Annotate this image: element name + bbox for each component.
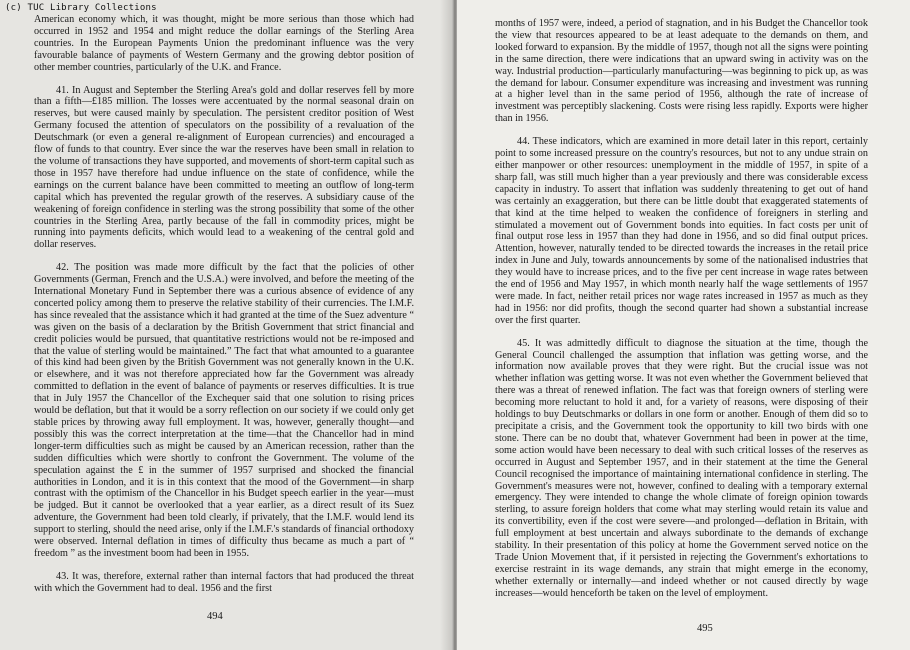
page-number-left: 494	[207, 611, 223, 622]
paragraph-40-continuation: American economy which, it was thought, might be more serious than those which had occurred in 1952 and 1954 and might reduce the dollar earnings of the Sterling Area countries. In the European Payments Union the predominant influence was the very favourable balance of payments of Western Germany and the growing debtor position of other member countries, particularly of the U.K. and France.	[34, 14, 414, 73]
collection-watermark: (c) TUC Library Collections	[5, 3, 157, 13]
paragraph-42: 42. The position was made more difficult by the fact that the policies of other Governments (German, French and the U.S.A.) were involved, and before the meeting of the International Monetary Fund in September there was a curious absence of evidence of any concerted policy among them to preserve the relative stability of their currencies. The I.M.F. has since revealed that the assistance which it had granted at the time of the Suez adventure “ was given on the basis of a declaration by the British Government that strict financial and credit policies would be pursued, that quantitative restrictions would not be re-imposed and that the value of sterling would be maintained.” The fact that what amounted to a guarantee of this kind had been given by the British Government was not generally known in the U.K. or elsewhere, and it was not therefore appreciated how far the Government was already committed to deflation in the event of balance of payments or reserves difficulties. It is true that in July 1957 the Chancellor of the Exchequer said that one solution to rising prices would be deflation, but that it would be a sorry reflection on our society if we could only get stable prices by throwing away full employment. It was, however, generally thought—and possibly this was the correct interpretation at the time—that the Chancellor had in mind longer-term difficulties such as might be caused by an American recession, rather than the sudden difficulties which were shortly to confront the Government. The volume of the speculation against the £ in the summer of 1957 surprised and shocked the financial authorities in London, and it is in this context that the mood of the Government—in sharp contrast with the optimism of the Chancellor in his Budget speech earlier in the year—must be judged. But it cannot be overlooked that a year earlier, as a direct result of its Suez adventure, the Government had been told clearly, if privately, that the I.M.F. would lend its support to sterling, should the need arise, only if the I.M.F.'s standards of financial orthodoxy were observed. Internal deflation in times of difficulty thus became as much a part of “ freedom ” as the investment boom had been in 1955.	[34, 262, 414, 559]
paragraph-44: 44. These indicators, which are examined in more detail later in this report, certainly point to some increased pressure on the country's resources, but not to any undue strain on either manpower or other resources: unemployment in the middle of 1957, in spite of a sharp fall, was still much higher than a year previously and there was considerable excess capacity in industry. To assert that inflation was suddenly threatening to get out of hand was certainly an exaggeration, but there can be little doubt that exaggerated statements of that kind at the time helped to weaken the confidence of foreigners in sterling and stimulated a movement out of Government bonds into equities. In fact costs per unit of final output rose less in 1957 than they had done in 1956, and so did final output prices. Attention, however, naturally tended to be directed towards the increases in the retail price index in June and July, towards announcements by some of the nationalised industries that they would have to increase prices, and to the five per cent increase in wage rates between the end of 1956 and May 1957, in which month nearly half the wage settlements of 1957 were made. In fact, neither retail prices nor wage rates increased in 1957 as much as they had in 1956: nor did profits, though the second quarter had shown a substantial increase over the first quarter.	[495, 136, 868, 326]
paragraph-45: 45. It was admittedly difficult to diagnose the situation at the time, though the General Council challenged the assumption that inflation was getting worse, and the information now available proves that they were right. But the crucial issue was not whether inflation was getting worse. It was not even whether the Government believed that there was a threat of renewed inflation. The fact was that foreign owners of sterling were becoming more reluctant to hold it and, for a variety of reasons, were disposing of their holdings to buy Deutschmarks or dollars in one form or another. Enough of them did so to precipitate a crisis, and the Government took the opportunity to kill two birds with one stone. There can be no doubt that, whatever Government had been in power at the time, some action would have been necessary to deal with such critical losses of the reserves as occurred in August and September 1957, and in their statement at the time the General Council recognised the importance of maintaining international confidence in sterling. The Government's measures were not, however, confined to dealing with a temporary external emergency. They were intended to change the whole climate of foreign opinion towards sterling, to assure foreign holders that come what may sterling would retain its value and its convertibility, even if the cost were severe—and prolonged—deflation in Britain, with full employment at best uncertain and always subordinate to the demands of exchange stability. In their presentation of this policy at home the Government served notice on the Trade Union Movement that, if it persisted in rejecting the Government's exhortations to exercise restraint in its wage demands, any strain that might emerge in the economy, whether externally or internally—and indeed whether or not caused directly by wage increases—would henceforth be taken on the level of employment.	[495, 337, 868, 599]
paragraph-41: 41. In August and September the Sterling Area's gold and dollar reserves fell by more than a fifth—£185 million. The losses were accentuated by the normal seasonal drain on reserves, but were caused mainly by speculation. The persistent creditor position of West Germany focused the attention of speculators on the possibility of a revaluation of the Deutschmark (or even a general re-alignment of European currencies) and encouraged a flow of funds to that country. Ever since the war the reserves have been small in relation to the volume of transactions they have supported, and movements of short-term capital such as those in 1957 have therefore had undue influence on the state of confidence, while the earnings on the current balance have been committed to meeting an outflow of long-term capital which has prevented the regular growth of the reserves. A subsidiary cause of the weakening of foreign confidence in sterling was the strong possibility that some of the other countries in the Sterling Area, partly because of the fall in commodity prices, might be running into payments deficits, which would lead to a weakening of the central gold and dollar reserves.	[34, 84, 414, 251]
paragraph-43-continuation: months of 1957 were, indeed, a period of stagnation, and in his Budget the Chancellor took the view that resources appeared to be at least adequate to the demands on them, and looked forward to expansion. By the middle of 1957, though not all the signs were pointing in the same direction, there were indications that an upward swing in activity was on the way. Industrial production—particularly manufacturing—was beginning to pick up, as was the demand for labour. Consumer expenditure was increasing and investment was running at a higher level than in the same period of 1956, although the rate of increase of investment was perceptibly slackening. Costs were rising less rapidly. Exports were higher than in 1956.	[495, 18, 868, 125]
left-page-text	[34, 14, 414, 595]
paragraph-43: 43. It was, therefore, external rather than internal factors that had produced the threat with which the Government had to deal. 1956 and the first	[34, 570, 414, 594]
right-page	[457, 0, 910, 650]
right-page-text	[495, 18, 868, 600]
page-number-right: 495	[697, 623, 713, 634]
